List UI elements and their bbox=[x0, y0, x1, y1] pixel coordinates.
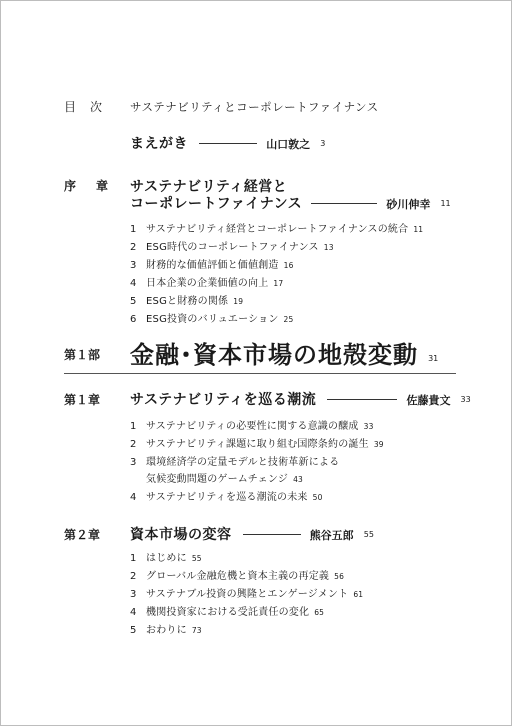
list-item[interactable]: 1 サステナビリティ経営とコーポレートファイナンスの統合 11 bbox=[130, 224, 424, 235]
list-item[interactable]: 2 グローバル金融危機と資本主義の再定義 56 bbox=[130, 571, 345, 582]
part1-title: 金融･資本市場の地殻変動 bbox=[130, 340, 418, 369]
chapter2-title: 資本市場の変容 bbox=[130, 527, 232, 543]
list-item[interactable]: 3 財務的な価値評価と価値創造 16 bbox=[130, 260, 294, 271]
chapter2-author: 熊谷五郎 bbox=[309, 529, 354, 542]
part1-page: 31 bbox=[428, 354, 439, 363]
list-item[interactable]: 6 ESG投資のバリュエーション 25 bbox=[130, 314, 294, 325]
list-item[interactable]: 1 サステナビリティの必要性に関する意識の醸成 33 bbox=[130, 421, 374, 432]
list-item-continued[interactable]: 気候変動問題のゲームチェンジ 43 bbox=[146, 474, 304, 485]
preface-entry[interactable] bbox=[130, 133, 325, 153]
list-item[interactable]: 2 ESG時代のコーポレートファイナンス 13 bbox=[130, 242, 334, 253]
list-item[interactable]: 5 ESGと財務の関係 19 bbox=[130, 296, 244, 307]
list-item[interactable]: 4 サステナビリティを巡る潮流の未来 50 bbox=[130, 492, 323, 503]
intro-label: 序 章 bbox=[64, 179, 113, 193]
part1-entry[interactable] bbox=[130, 335, 438, 370]
preface-title: まえがき bbox=[130, 136, 188, 152]
chapter1-label: 第１章 bbox=[64, 393, 101, 407]
leader-dash bbox=[311, 203, 377, 204]
chapter1-entry[interactable] bbox=[130, 389, 471, 409]
intro-title-line2: コーポレートファイナンス bbox=[130, 196, 303, 212]
intro-title-line2-row[interactable] bbox=[130, 193, 451, 213]
list-item[interactable]: 4 日本企業の企業価値の向上 17 bbox=[130, 278, 284, 289]
list-item[interactable]: 1 はじめに 55 bbox=[130, 553, 202, 564]
list-item[interactable]: 3 サステナブル投資の興隆とエンゲージメント 61 bbox=[130, 589, 364, 600]
part-divider bbox=[64, 373, 456, 374]
list-item[interactable]: 3 環境経済学の定量モデルと技術革新による bbox=[130, 457, 340, 468]
leader-dash bbox=[199, 143, 257, 144]
chapter1-page: 33 bbox=[460, 395, 471, 404]
preface-author: 山口敦之 bbox=[266, 138, 311, 151]
leader-dash bbox=[243, 534, 301, 535]
book-title: サステナビリティとコーポレートファイナンス bbox=[130, 100, 379, 114]
list-item[interactable]: 2 サステナビリティ課題に取り組む国際条約の誕生 39 bbox=[130, 439, 384, 450]
list-item[interactable]: 5 おわりに 73 bbox=[130, 625, 202, 636]
preface-page: 3 bbox=[320, 139, 326, 148]
intro-title-line1[interactable]: サステナビリティ経営と bbox=[130, 179, 288, 195]
intro-page: 11 bbox=[440, 199, 451, 208]
chapter2-entry[interactable] bbox=[130, 524, 374, 544]
part1-label: 第１部 bbox=[64, 348, 101, 362]
intro-author: 砂川伸幸 bbox=[386, 198, 431, 211]
chapter1-author: 佐藤貴文 bbox=[406, 394, 451, 407]
leader-dash bbox=[327, 399, 397, 400]
chapter2-page: 55 bbox=[363, 530, 374, 539]
chapter2-label: 第２章 bbox=[64, 528, 101, 542]
toc-label: 目 次 bbox=[64, 100, 104, 114]
chapter1-title: サステナビリティを巡る潮流 bbox=[130, 392, 317, 408]
list-item[interactable]: 4 機関投資家における受託責任の変化 65 bbox=[130, 607, 325, 618]
